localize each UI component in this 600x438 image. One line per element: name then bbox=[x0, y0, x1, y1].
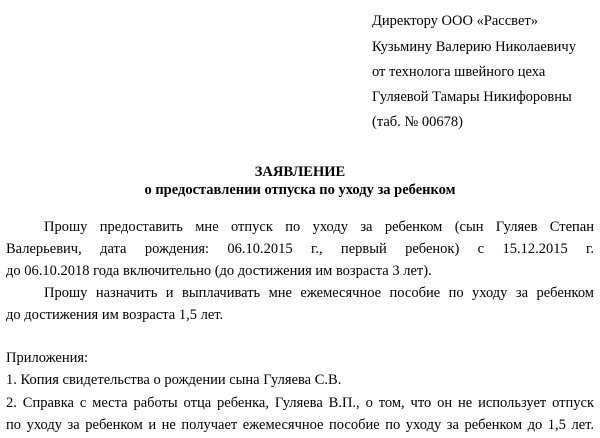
addressee-line-5: (таб. № 00678) bbox=[372, 114, 463, 130]
attachment-item-2-line-1: 2. Справка с места работы отца ребенка, Гуляева В.П., о том, что он не использует отпуск bbox=[6, 395, 594, 411]
document-title: ЗАЯВЛЕНИЕ bbox=[254, 164, 346, 180]
paragraph-2-line-2: до достижения им возраста 1,5 лет. bbox=[6, 307, 224, 323]
addressee-line-1: Директору ООО «Рассвет» bbox=[372, 13, 538, 29]
paragraph-1-line-2: Валерьевич, дата рождения: 06.10.2015 г., первый ребенок) с 15.12.2015 г. bbox=[6, 241, 594, 257]
addressee-line-3: от технолога швейного цеха bbox=[372, 64, 546, 80]
attachment-item-2-line-2: по уходу за ребенком и не получает ежемесячное пособие по уходу за ребенком до 1,5 лет. bbox=[6, 417, 594, 433]
paragraph-2-line-1: Прошу назначить и выплачивать мне ежемесячное пособие по уходу за ребенком bbox=[44, 285, 594, 301]
document-subtitle: о предоставлении отпуска по уходу за ребенком bbox=[144, 182, 456, 198]
attachments-heading: Приложения: bbox=[6, 350, 89, 366]
paragraph-1-line-1: Прошу предоставить мне отпуск по уходу за ребенком (сын Гуляев Степан bbox=[44, 219, 594, 235]
attachment-item-1: 1. Копия свидетельства о рождении сына Гуляева С.В. bbox=[6, 372, 342, 388]
addressee-line-2: Кузьмину Валерию Николаевичу bbox=[372, 39, 576, 55]
addressee-line-4: Гуляевой Тамары Никифоровны bbox=[372, 89, 572, 105]
paragraph-1-line-3: до 06.10.2018 года включительно (до достижения им возраста 3 лет). bbox=[6, 263, 432, 279]
